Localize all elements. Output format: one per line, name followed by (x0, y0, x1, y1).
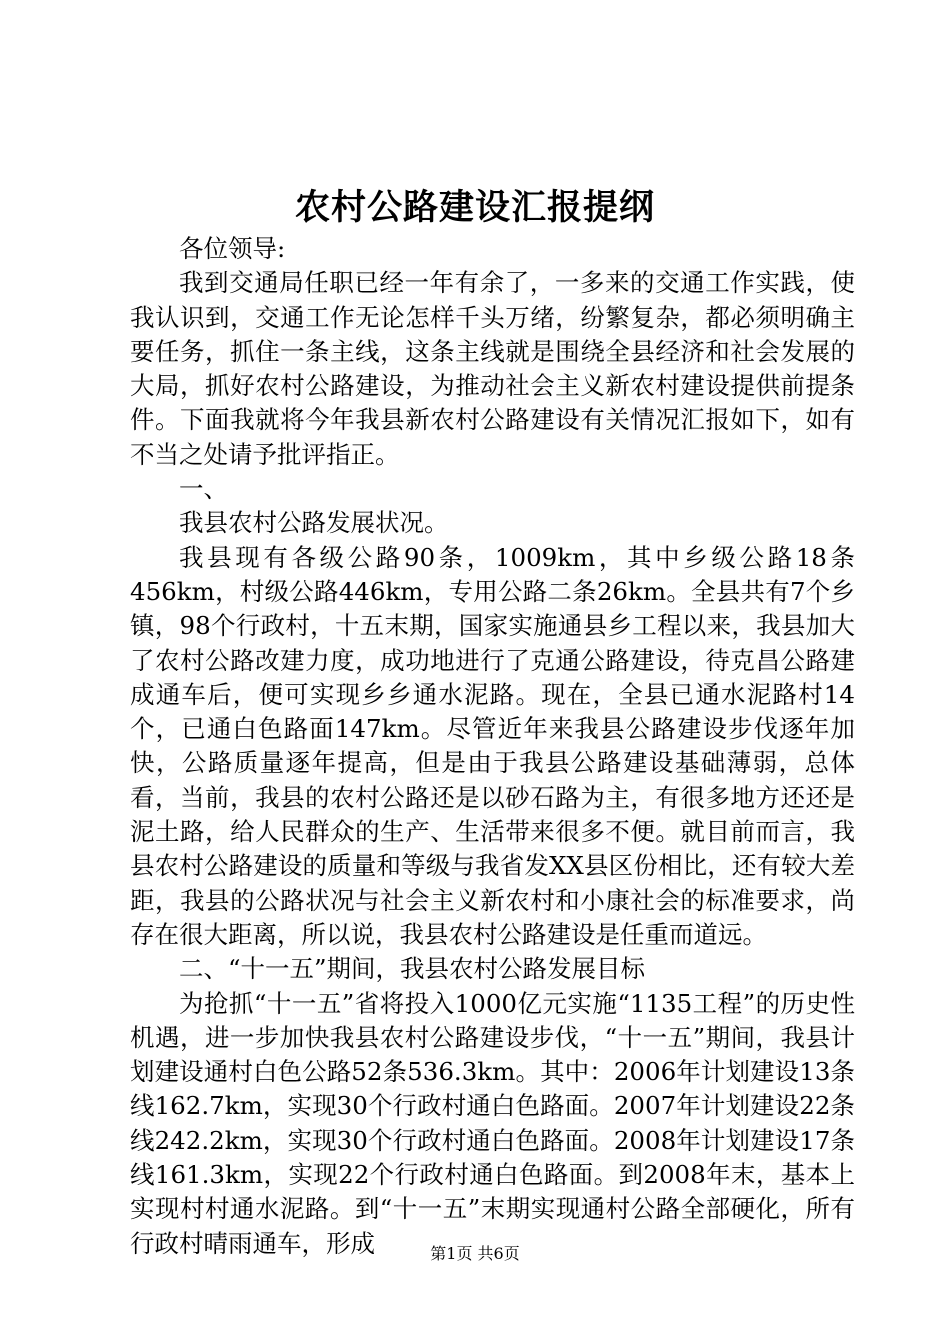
document-title: 农村公路建设汇报提纲 (294, 187, 655, 228)
page-footer: 第1页 共6页 (430, 1244, 520, 1263)
goals-paragraph: 为抢抓“十一五”省将投入1000亿元实施“1135工程”的历史性机遇，进一步加快我县农村公路建设步伐，“十一五”期间，我县计划建设通村白色公路52条536.3km。其中：2006年计划建设13条线162.7km，实现30个行政村通白色路面。2007年计划建设22条线242.2km，实现30个行政村通白色路面。2008年计划建设17条线161.3km，实现22个行政村通白色路面。到2008年末，基本上实现村村通水泥路。到“十一五”末期实现通村公路全部硬化，所有行政村晴雨通车，形成 (130, 988, 855, 1258)
document-body (130, 232, 855, 1261)
intro-paragraph: 我到交通局任职已经一年有余了，一多来的交通工作实践，使我认识到，交通工作无论怎样千头万绪，纷繁复杂，都必须明确主要任务，抓住一条主线，这条主线就是围绕全县经济和社会发展的大局，抓好农村公路建设，为推动社会主义新农村建设提供前提条件。下面我就将今年我县新农村公路建设有关情况汇报如下，如有不当之处请予批评指正。 (130, 268, 855, 469)
section-heading: 二、“十一五”期间，我县农村公路发展目标 (179, 954, 646, 984)
salutation-paragraph: 各位领导: (179, 234, 286, 263)
section-heading: 我县农村公路发展状况。 (179, 508, 449, 538)
status-paragraph: 我县现有各级公路90条，1009km，其中乡级公路18条456km，村级公路446km，专用公路二条26km。全县共有7个乡镇，98个行政村，十五末期，国家实施通县乡工程以来，我县加大了农村公路改建力度，成功地进行了克通公路建设，待克昌公路建成通车后，便可实现乡乡通水泥路。现在，全县已通水泥路村14个，已通白色路面147km。尽管近年来我县公路建设步伐逐年加快，公路质量逐年提高，但是由于我县公路建设基础薄弱，总体看，当前，我县的农村公路还是以砂石路为主，有很多地方还还是泥土路，给人民群众的生产、生活带来很多不便。就目前而言，我县农村公路建设的质量和等级与我省发XX县区份相比，还有较大差距，我县的公路状况与社会主义新农村和小康社会的标准要求，尚存在很大距离，所以说，我县农村公路建设是任重而道远。 (130, 542, 855, 949)
section-number: 一、 (179, 474, 228, 504)
